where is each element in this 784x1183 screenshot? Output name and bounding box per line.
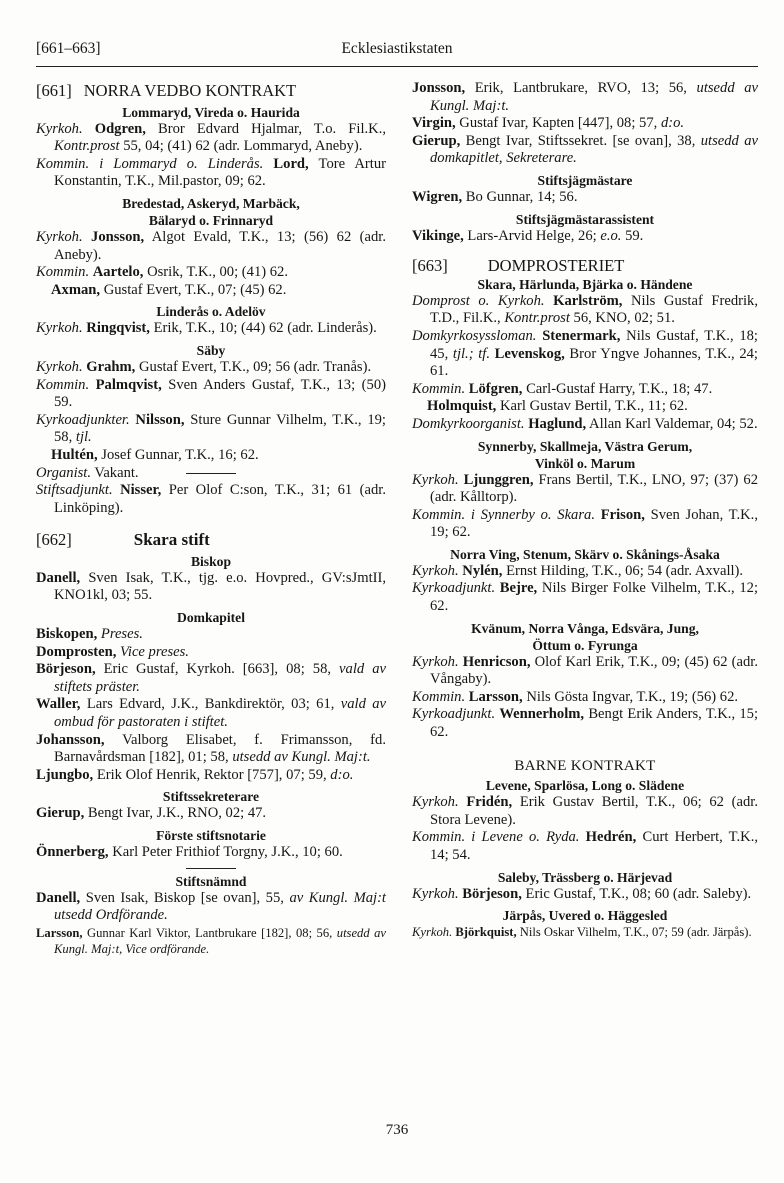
entry: Domprost o. Kyrkoh. Karlström, Nils Gustaf Fredrik, T.D., Fil.K., Kontr.prost 56, KNO, 02; 51. (412, 292, 758, 327)
entry: Kyrkoh. Ljunggren, Frans Bertil, T.K., LNO, 97; (37) 62 (adr. Kålltorp). (412, 471, 758, 506)
office-heading: Biskop (190, 553, 232, 569)
entry: Önnerberg, Karl Peter Frithiof Torgny, J.K., 10; 60. (36, 844, 343, 860)
office-heading: Stiftsjägmästarassistent (515, 211, 655, 227)
entry: Kommin. i Synnerby o. Skara. Frison, Sven Johan, T.K., 19; 62. (412, 506, 758, 541)
entry: Kyrkoadjunkt. Bejre, Nils Birger Folke Vilhelm, T.K., 12; 62. (412, 580, 759, 615)
entry: Kyrkoh. Ringqvist, Erik, T.K., 10; (44) 62 (adr. Linderås). (36, 320, 377, 337)
entry: Gierup, Bengt Ivar, Stiftssekret. [se ovan], 38, utsedd av domkapitlet, Sekreterare. (412, 132, 759, 167)
entry: Domkyrkosyssloman. Stenermark, Nils Gustaf, T.K., 18; 45, tjl.; tf. Levenskog, Bror Yngve Johannes, T.K., 24; 61. (412, 327, 758, 380)
document-page (36, 40, 759, 1138)
entry: Danell, Sven Isak, T.K., tjg. e.o. Hovpred., GV:sJmtII, KNO1kl, 03; 55. (36, 569, 386, 604)
entry: Kyrkoadjunkt. Wennerholm, Bengt Erik Anders, T.K., 15; 62. (412, 706, 758, 741)
entry: Waller, Lars Edvard, J.K., Bankdirektör, 03; 61, vald av ombud för pastoraten i stiftet. (36, 696, 386, 731)
entry: Wigren, Bo Gunnar, 14; 56. (412, 188, 578, 205)
left-column (36, 80, 386, 957)
entry: Gierup, Bengt Ivar, J.K., RNO, 02; 47. (36, 805, 267, 822)
section-heading-662: [662] Skara stift (36, 530, 210, 550)
entry: Organist. Vakant. (36, 464, 139, 481)
entry: Kommin. i Lommaryd o. Linderås. Lord, Tore Artur Konstantin, T.K., Mil.pastor, 09; 62. (36, 155, 386, 190)
header-title: Ecklesiastikstaten (341, 40, 453, 57)
divider (186, 868, 236, 869)
office-heading: Förste stiftsnotarie (156, 828, 266, 843)
entry: Domkyrkoorganist. Haglund, Allan Karl Valdemar, 04; 52. (412, 415, 758, 432)
entry: Johansson, Valborg Elisabet, f. Frimansson, fd. Barnavårdsman [182], 01; 58, utsedd av Kungl. Maj:t. (36, 731, 386, 766)
entry: Jonsson, Erik, Lantbrukare, RVO, 13; 56, utsedd av Kungl. Maj:t. (412, 80, 758, 114)
page-number: 736 (385, 1122, 409, 1138)
parish-heading: Synnerby, Skallmeja, Västra Gerum, (477, 438, 693, 454)
section-heading-663: [663] DOMPROSTERIET (412, 256, 625, 276)
entry: Kyrkoh. Björkquist, Nils Oskar Vilhelm, T.K., 07; 59 (adr. Järpås). (412, 925, 752, 940)
parish-heading: Linderås o. Adelöv (156, 304, 266, 320)
entry: Kommin. Löfgren, Carl-Gustaf Harry, T.K., 18; 47. (412, 380, 713, 397)
parish-heading: Kvänum, Norra Vånga, Edsvära, Jung, (471, 620, 699, 636)
entry: Kyrkoh. Jonsson, Algot Evald, T.K., 13; (56) 62 (adr. Aneby). (36, 228, 387, 263)
entry: Danell, Sven Isak, Biskop [se ovan], 55, av Kungl. Maj:t utsedd Ordförande. (36, 889, 386, 924)
entry: Kyrkoh. Nylén, Ernst Hilding, T.K., 06; 54 (adr. Axvall). (412, 562, 744, 579)
entry: Axman, Gustaf Evert, T.K., 07; (45) 62. (51, 281, 287, 298)
entry: Kyrkoadjunkter. Nilsson, Sture Gunnar Vilhelm, T.K., 19; 58, tjl. (36, 411, 386, 446)
entry: Kommin. Larsson, Nils Gösta Ingvar, T.K., 19; (56) 62. (412, 688, 739, 705)
entry: Börjeson, Eric Gustaf, Kyrkoh. [663], 08; 58, vald av stiftets präster. (36, 661, 386, 695)
entry: Larsson, Gunnar Karl Viktor, Lantbrukare [182], 08; 56, utsedd av Kungl. Maj:t, Vice ordförande. (36, 925, 386, 956)
entry: Domprosten, Vice preses. (36, 643, 189, 660)
office-heading: Stiftsjägmästare (537, 172, 633, 188)
section-heading-661: [661] NORRA VEDBO KONTRAKT (36, 81, 297, 100)
section-heading-barne: BARNE KONTRAKT (514, 757, 656, 774)
entry: Kommin. Aartelo, Osrik, T.K., 00; (41) 62. (36, 264, 288, 281)
parish-heading: Bredestad, Askeryd, Marbäck, (122, 195, 300, 211)
entry: Kyrkoh. Fridén, Erik Gustav Bertil, T.K., 06; 62 (adr. Stora Levene). (412, 794, 758, 828)
parish-heading: Skara, Härlunda, Bjärka o. Händene (477, 276, 693, 292)
parish-heading: Vinköl o. Marum (534, 455, 636, 471)
parish-heading: Säby (196, 342, 226, 358)
header-page-range: [661–663] (36, 40, 101, 57)
office-heading: Stiftsnämnd (175, 873, 247, 889)
parish-heading: Öttum o. Fyrunga (532, 637, 638, 653)
right-column (412, 80, 758, 940)
entry: Ljungbo, Erik Olof Henrik, Rektor [757], 07; 59, d:o. (36, 766, 354, 783)
running-header (36, 40, 758, 60)
entry: Hultén, Josef Gunnar, T.K., 16; 62. (51, 446, 259, 463)
entry: Virgin, Gustaf Ivar, Kapten [447], 08; 57, d:o. (412, 115, 685, 132)
parish-heading: Saleby, Trässberg o. Härjevad (497, 869, 673, 885)
entry: Kyrkoh. Grahm, Gustaf Evert, T.K., 09; 56 (adr. Tranås). (36, 358, 372, 375)
entry: Kyrkoh. Odgren, Bror Edvard Hjalmar, T.o. Fil.K., Kontr.prost 55, 04; (41) 62 (adr. Lommaryd, Aneby). (36, 120, 386, 155)
parish-heading: Norra Ving, Stenum, Skärv o. Skånings-Åsaka (450, 546, 720, 562)
parish-heading: Bälaryd o. Frinnaryd (148, 212, 274, 228)
entry: Kyrkoh. Börjeson, Eric Gustaf, T.K., 08; 60 (adr. Saleby). (412, 885, 752, 902)
entry: Holmquist, Karl Gustav Bertil, T.K., 11; 62. (427, 398, 688, 415)
divider (186, 473, 236, 474)
header-rule (36, 66, 758, 67)
entry: Kyrkoh. Henricson, Olof Karl Erik, T.K., 09; (45) 62 (adr. Vångaby). (412, 653, 758, 688)
parish-heading: Lommaryd, Vireda o. Haurida (122, 104, 300, 120)
office-heading: Stiftssekreterare (162, 789, 260, 805)
entry: Stiftsadjunkt. Nisser, Per Olof C:son, T.K., 31; 61 (adr. Linköping). (36, 482, 386, 516)
parish-heading: Järpås, Uvered o. Häggesled (502, 908, 668, 924)
entry: Kommin. i Levene o. Ryda. Hedrén, Curt Herbert, T.K., 14; 54. (412, 829, 758, 863)
entry: Vikinge, Lars-Arvid Helge, 26; e.o. 59. (412, 227, 644, 244)
parish-heading: Levene, Sparlösa, Long o. Slädene (485, 778, 685, 794)
entry: Kommin. Palmqvist, Sven Anders Gustaf, T.K., 13; (50) 59. (36, 376, 386, 411)
entry: Biskopen, Preses. (36, 626, 143, 643)
office-heading: Domkapitel (177, 610, 245, 626)
